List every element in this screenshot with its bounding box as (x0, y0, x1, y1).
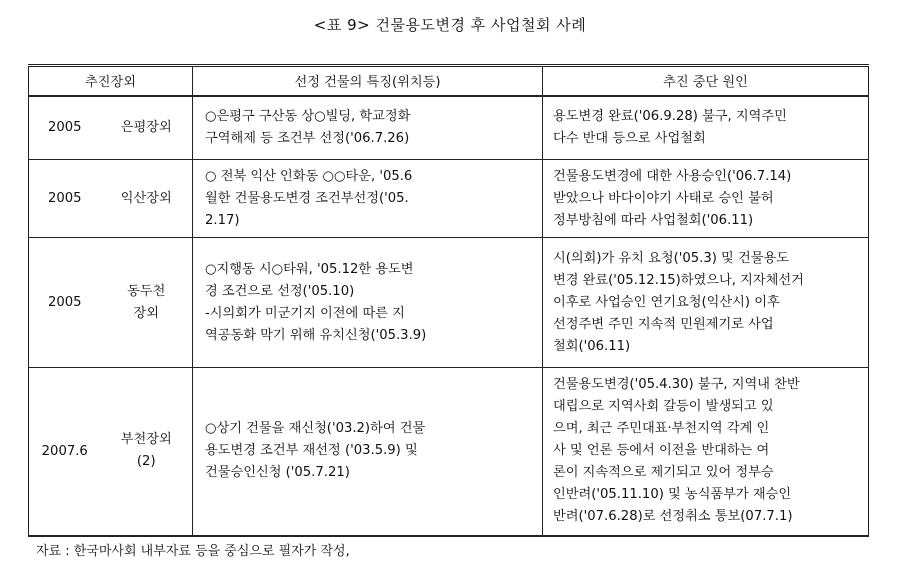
reason-line: 건물용도변경에 대한 사용승인('06.7.14) (553, 168, 792, 184)
venue-name-line: (2) (136, 454, 156, 470)
reason-cell (543, 160, 869, 238)
reason-line: 이후로 사업승인 연기요청(익산시) 이후 (553, 294, 780, 310)
cases-table (28, 64, 869, 537)
reason-line: 선정주변 주민 지속적 민원제기로 사업 (553, 316, 774, 332)
reason-line: 정부방침에 따라 사업철회('06.11) (553, 212, 754, 228)
reason-line: 시(의회)가 유치 요청('05.3) 및 건물용도 (553, 250, 789, 266)
reason-line: 반려('07.6.28)로 선정취소 통보(07.7.1) (553, 509, 793, 525)
features-line: -시의회가 미군기지 이전에 따른 지 (205, 305, 405, 321)
features-line: 용도변경 조건부 재선정 ('03.5.9) 및 (205, 443, 418, 459)
venue-name-line: 부천장외 (120, 432, 172, 448)
reason-line: 받았으나 바다이야기 사태로 승인 불허 (553, 190, 774, 206)
header-venue: 추진장외 (29, 66, 193, 96)
features-line: ○ 전북 익산 인화동 ○○타운, '05.6 (205, 168, 413, 184)
features-line: ○지행동 시○타워, '05.12한 용도변 (205, 261, 414, 277)
header-features: 선정 건물의 특징(위치등) (193, 66, 543, 96)
reason-cell (543, 238, 869, 368)
reason-line: 건물용도변경('05.4.30) 불구, 지역내 찬반 (553, 377, 800, 393)
reason-line: 철회('06.11) (553, 338, 631, 354)
reason-line: 용도변경 완료('06.9.28) 불구, 지역주민 (553, 108, 787, 124)
year-cell: 2007.6 (29, 368, 101, 536)
reason-line: 인반려('05.11.10) 및 농식품부가 재승인 (553, 487, 792, 503)
venue-cell (101, 96, 193, 160)
venue-name-line: 익산장외 (120, 190, 172, 206)
features-cell (193, 96, 543, 160)
venue-name-line: 은평장외 (120, 119, 172, 135)
venue-cell (101, 160, 193, 238)
year-cell: 2005 (29, 96, 101, 160)
reason-line: 변경 완료('05.12.15)하였으나, 지자체선거 (553, 272, 804, 288)
features-line: 역공동화 막기 위해 유치신청('05.3.9) (205, 327, 427, 343)
year-cell: 2005 (29, 238, 101, 368)
reason-line: 으며, 최근 주민대표·부천지역 각계 인 (553, 421, 770, 437)
reason-line: 다수 반대 등으로 사업철회 (553, 130, 706, 146)
venue-cell (101, 368, 193, 536)
table-header-row (29, 66, 869, 96)
table-title: <표 9> 건물용도변경 후 사업철회 사례 (313, 16, 587, 34)
features-cell (193, 368, 543, 536)
table-row (29, 238, 869, 368)
header-reason: 추진 중단 원인 (543, 66, 869, 96)
venue-name-line: 장외 (133, 305, 159, 321)
features-line: 구역해제 등 조건부 선정('06.7.26) (205, 130, 410, 146)
venue-cell (101, 238, 193, 368)
reason-line: 론이 지속적으로 제기되고 있어 정부승 (553, 465, 774, 481)
features-line: 건물승인신청 ('05.7.21) (205, 465, 350, 481)
year-cell: 2005 (29, 160, 101, 238)
table-row (29, 96, 869, 160)
table-row (29, 160, 869, 238)
features-line: 경 조건으로 선정('05.10) (205, 283, 355, 299)
features-line: ○상기 건물을 재신청('03.2)하여 건물 (205, 421, 426, 437)
reason-line: 사 및 언론 등에서 이전을 반대하는 여 (553, 443, 770, 459)
reason-cell (543, 96, 869, 160)
reason-line: 대립으로 지역사회 갈등이 발생되고 있 (553, 399, 774, 415)
source-note: 자료 : 한국마사회 내부자료 등을 중심으로 필자가 작성, (36, 544, 350, 559)
features-line: ○은평구 구산동 상○빌딩, 학교정화 (205, 108, 411, 124)
features-cell (193, 238, 543, 368)
venue-name-line: 동두천 (127, 283, 166, 299)
features-line: 2.17) (205, 212, 240, 228)
features-cell (193, 160, 543, 238)
table-row (29, 368, 869, 536)
features-line: 월한 건물용도변경 조건부선정('05. (205, 190, 409, 206)
reason-cell (543, 368, 869, 536)
